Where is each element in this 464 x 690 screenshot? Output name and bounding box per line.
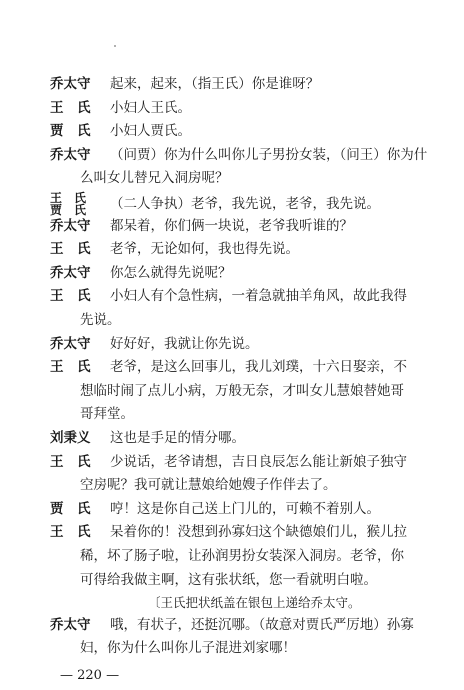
continuation-line (0, 473, 464, 497)
dialogue-text: 都呆着，你们俩一块说，老爷我听谁的？ (110, 218, 353, 234)
dialogue-text: 可得给我做主啊，这有张状纸，您一看就明白啦。 (80, 572, 377, 588)
continuation-line (0, 379, 464, 403)
dialogue-text: （二人争执）老爷，我先说，老爷，我先说。 (110, 196, 380, 212)
speaker-name: 贾 氏 (50, 123, 91, 139)
speaker-name: 贾 氏 (50, 501, 91, 517)
dialogue-text: 这也是手足的情分哪。 (110, 430, 245, 446)
dialogue-text: 呆着你的！没想到孙寡妇这个缺德娘们儿，猴儿拉 (110, 524, 407, 540)
dialogue-text: 小妇人王氏。 (110, 100, 191, 116)
stage-direction-text: 〔王氏把状纸盖在银包上递给乔太守。 (148, 595, 361, 610)
dialogue-text: 你怎么就得先说呢？ (110, 265, 232, 281)
dialogue-text: 么叫女儿替兄入洞房呢？ (80, 170, 229, 186)
dialogue-line (0, 214, 464, 238)
dialogue-line (0, 190, 464, 217)
speaker-name: 乔太守 (50, 336, 91, 352)
dialogue-text: （问贾）你为什么叫你儿子男扮女装，（问王）你为什 (110, 147, 428, 163)
dialogue-line (0, 426, 464, 450)
dialogue-line (0, 355, 464, 379)
dialogue-line (0, 613, 464, 637)
dialogue-line (0, 284, 464, 308)
dialogue-text: 老爷，是这么回事儿，我儿刘璞，十六日娶亲，不 (110, 359, 407, 375)
dialogue-line (0, 332, 464, 356)
continuation-line (0, 308, 464, 332)
dialogue-line (0, 72, 464, 96)
dialogue-text: 哦，有状子，还挺沉哪。（故意对贾氏严厉地）孙寡 (110, 617, 414, 633)
dialogue-line (0, 520, 464, 544)
continuation-line (0, 568, 464, 592)
page-number-line (0, 664, 120, 688)
dialogue-text: 小妇人有个急性病，一着急就抽羊角风，故此我得 (110, 288, 407, 304)
dialogue-line (0, 119, 464, 143)
speaker-name: 王 氏 (50, 191, 87, 205)
stage-direction (0, 591, 464, 615)
dialogue-text: 空房呢？我可就让慧娘给她嫂子作伴去了。 (80, 477, 337, 493)
speaker-name: 乔太守 (50, 218, 91, 234)
speaker-name: 乔太守 (50, 617, 91, 633)
dialogue-line (0, 96, 464, 120)
dialogue-text: 少说话，老爷请想，吉日良辰怎么能让新娘子独守 (110, 454, 407, 470)
dialogue-line (0, 450, 464, 474)
speaker-name: 王 氏 (50, 524, 91, 540)
speaker-name: 乔太守 (50, 147, 91, 163)
dialogue-line (0, 237, 464, 261)
dialogue-text: 起来，起来，（指王氏）你是谁呀？ (110, 76, 320, 92)
dialogue-text: 哼！这是你自己送上门儿的，可赖不着别人。 (110, 501, 380, 517)
speaker-name: 乔太守 (50, 76, 91, 92)
continuation-line (0, 166, 464, 190)
dialogue-text: 先说。 (80, 312, 121, 328)
speaker-name: 刘秉义 (50, 430, 91, 446)
speaker-name: 王 氏 (50, 454, 91, 470)
dialogue-text: 小妇人贾氏。 (110, 123, 191, 139)
dialogue-line (0, 143, 464, 167)
dialogue-text: 哥拜堂。 (80, 406, 134, 422)
continuation-line (0, 402, 464, 426)
page-number: — 220 — (60, 668, 120, 683)
dialogue-text: 好好好，我就让你先说。 (110, 336, 259, 352)
continuation-line (0, 544, 464, 568)
speaker-name: 贾 氏 (50, 203, 87, 217)
dialogue-text: 妇，你为什么叫你儿子混进刘家哪！ (80, 640, 296, 656)
dialogue-line (0, 261, 464, 285)
speaker-name: 乔太守 (50, 265, 91, 281)
scan-speck (114, 45, 116, 47)
speaker-name: 王 氏 (50, 241, 91, 257)
speaker-name: 王 氏 (50, 100, 91, 116)
speaker-name: 王 氏 (50, 288, 91, 304)
dialogue-text: 老爷，无论如何，我也得先说。 (110, 241, 299, 257)
speaker-name: 王 氏 (50, 359, 91, 375)
dialogue-line (0, 497, 464, 521)
continuation-line (0, 636, 464, 660)
dialogue-text: 稀，坏了肠子啦，让孙润男扮女装深入洞房。老爷，你 (80, 548, 404, 564)
dialogue-text: 想临时闹了点儿小病，万般无奈，才叫女儿慧娘替她哥 (80, 383, 404, 399)
